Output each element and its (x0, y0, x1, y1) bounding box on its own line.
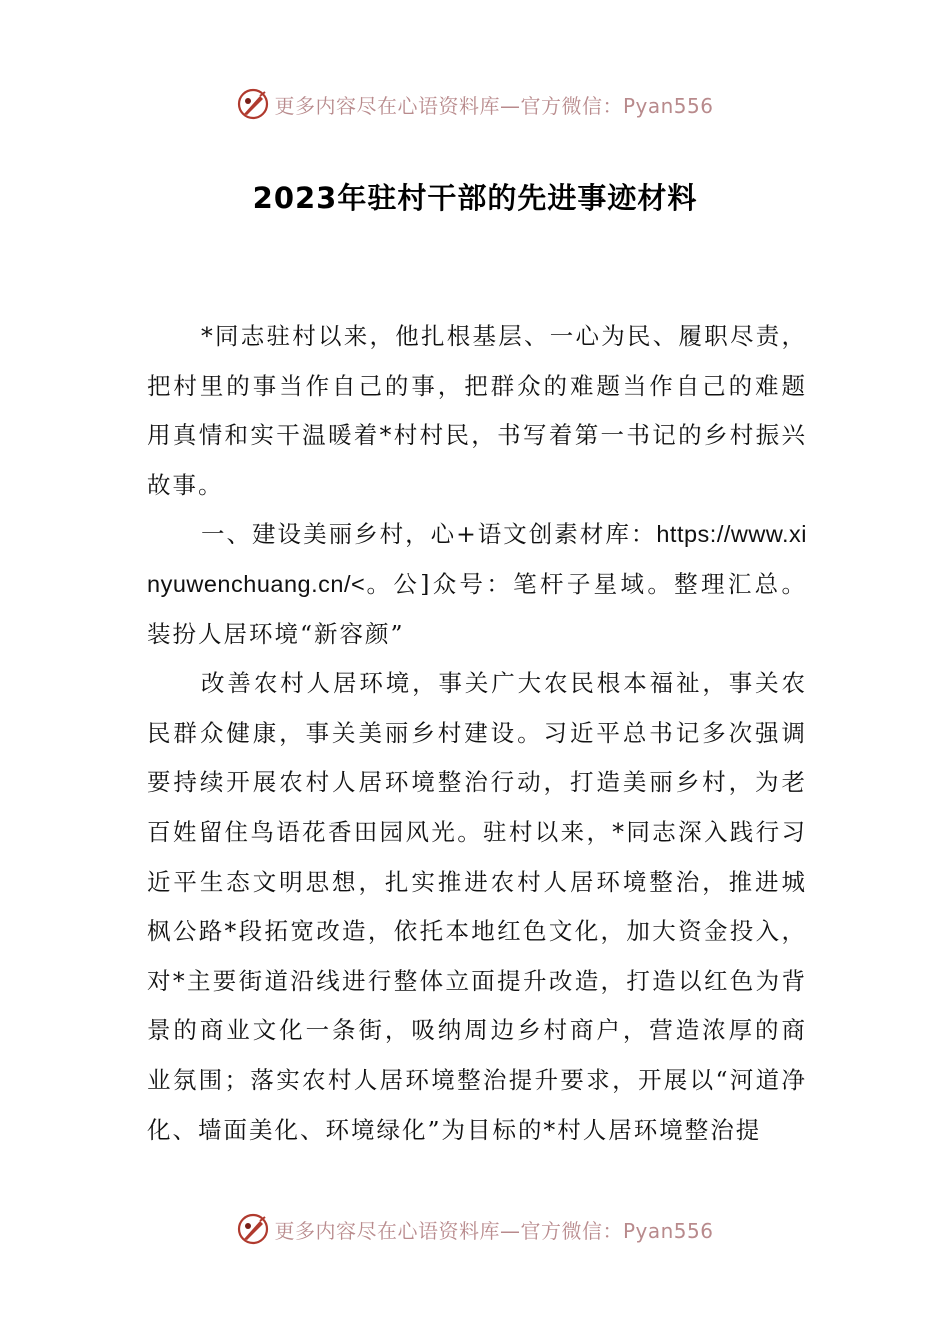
heading-text-b: 。公]众号：笔杆子星域。整理汇总。装扮人居环境“新容颜” (147, 569, 807, 648)
quill-logo-icon (236, 87, 270, 121)
header-banner (0, 84, 950, 124)
paragraph-environment: 改善农村人居环境，事关广大农民根本福祉，事关农民群众健康，事关美丽乡村建设。习近平总书记多次强调要持续开展农村人居环境整治行动，打造美丽乡村，为老百姓留住鸟语花香田园风光。驻村以来，*同志深入践行习近平生态文明思想，扎实推进农村人居环境整治，推进城枫公路*段拓宽改造，依托本地红色文化，加大资金投入，对*主要街道沿线进行整体立面提升改造，打造以红色为背景的商业文化一条街，吸纳周边乡村商户，营造浓厚的商业氛围；落实农村人居环境整治提升要求，开展以“河道净化、墙面美化、环境绿化”为目标的*村人居环境整治提 (147, 669, 807, 1144)
heading-text-a: 一、建设美丽乡村，心+语文创素材库： (201, 520, 657, 549)
heading-url: https://www.xinyuwenchuang.cn/< (147, 521, 807, 597)
banner-text: 更多内容尽在心语资料库—官方微信：Pyan556 (274, 93, 714, 118)
quill-logo-icon (236, 1212, 270, 1246)
document-body (147, 312, 807, 1155)
banner-text: 更多内容尽在心语资料库—官方微信：Pyan556 (274, 1218, 714, 1243)
footer-banner (0, 1209, 950, 1249)
paragraph-intro: *同志驻村以来，他扎根基层、一心为民、履职尽责，把村里的事当作自己的事，把群众的难题当作自己的难题用真情和实干温暖着*村村民，书写着第一书记的乡村振兴故事。 (147, 322, 807, 499)
document-title: 2023年驻村干部的先进事迹材料 (252, 181, 698, 215)
paragraph-section-one-heading (147, 510, 807, 659)
